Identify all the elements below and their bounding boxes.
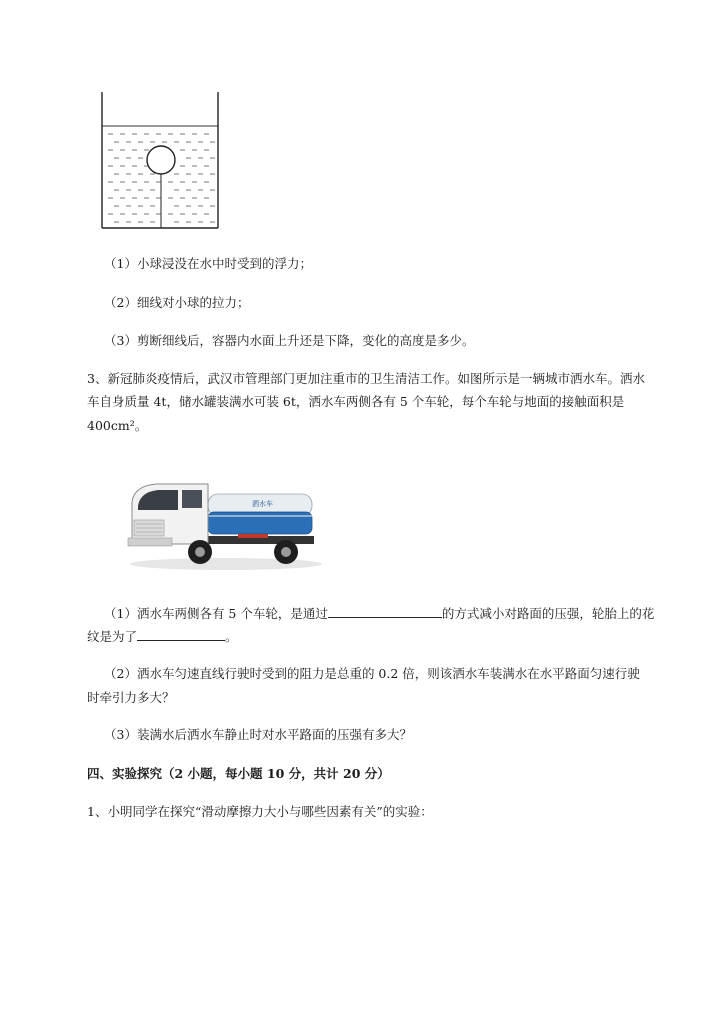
- sprinkler-truck-image: [116, 472, 326, 576]
- answer-blank-2[interactable]: [137, 628, 225, 641]
- q3-sub-3: （3）装满水后洒水车静止时对水平路面的压强有多大？: [104, 727, 412, 742]
- q3-sub-1-text-c: 纹是为了: [87, 629, 138, 644]
- q3-sub-1-text-a: （1）洒水车两侧各有 5 个车轮，是通过: [104, 606, 328, 621]
- section-4-q1: 1、小明同学在探究“滑动摩擦力大小与哪些因素有关”的实验：: [87, 804, 433, 819]
- q3-sub-2-line-2: 时牵引力多大？: [87, 690, 175, 705]
- truck-tank-label: 洒水车: [252, 500, 273, 508]
- q2-sub-1: （1）小球浸没在水中时受到的浮力；: [104, 256, 312, 271]
- q2-sub-2: （2）细线对小球的拉力；: [104, 295, 250, 310]
- q2-sub-3: （3）剪断细线后，容器内水面上升还是下降，变化的高度是多少。: [104, 333, 475, 348]
- ball: [147, 146, 175, 174]
- answer-blank-1[interactable]: [328, 605, 442, 618]
- container-figure: [98, 92, 224, 232]
- q3-sub-1-text-b: 的方式减小对路面的压强，轮胎上的花: [441, 606, 655, 621]
- q3-stem-line-2: 车自身质量 4t，储水罐装满水可装 6t，洒水车两侧各有 5 个车轮，每个车轮与地面的接触面积是: [87, 394, 625, 409]
- section-4-heading: 四、实验探究（2 小题，每小题 10 分，共计 20 分）: [87, 766, 390, 781]
- q3-sub-2-line-1: （2）洒水车匀速直线行驶时受到的阻力是总重的 0.2 倍，则该洒水车装满水在水平路面匀速行驶: [104, 666, 640, 681]
- q3-sub-1-line-2: [87, 628, 238, 645]
- q3-stem-line-3: 400cm²。: [87, 418, 148, 433]
- q3-sub-1-line-1: [104, 605, 654, 622]
- truck-tank: [208, 512, 312, 534]
- q3-sub-1-text-d: 。: [225, 629, 238, 644]
- q3-stem-line-1: 3、新冠肺炎疫情后，武汉市管理部门更加注重市的卫生清洁工作。如图所示是一辆城市洒水车。洒水: [87, 371, 645, 386]
